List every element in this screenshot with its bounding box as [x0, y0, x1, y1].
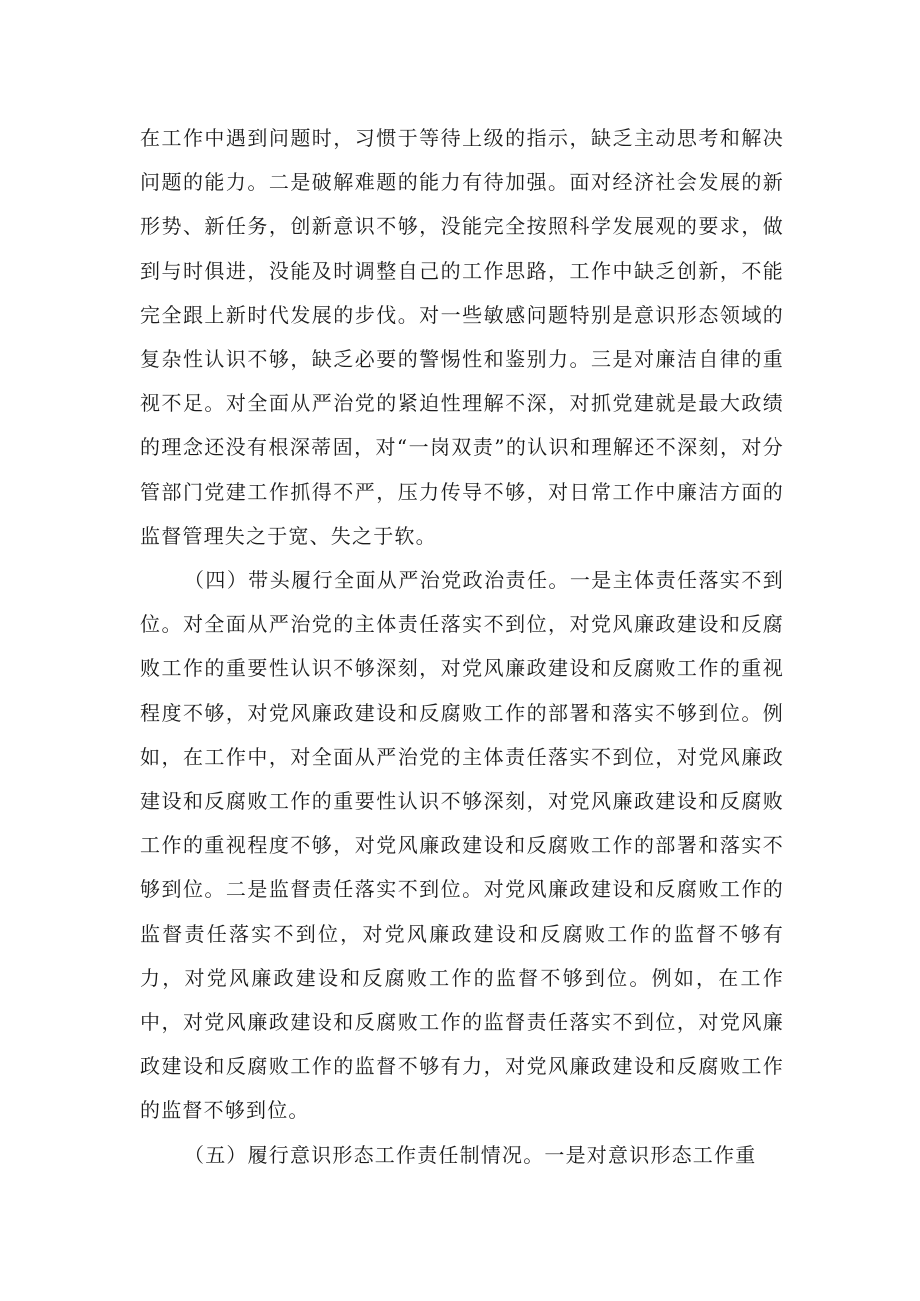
paragraph-section-four: （四）带头履行全面从严治党政治责任。一是主体责任落实不到位。对全面从严治党的主体责任落实不到位，对党风廉政建设和反腐败工作的重要性认识不够深刻，对党风廉政建设和反腐败工作的重视程度不够，对党风廉政建设和反腐败工作的部署和落实不够到位。例如，在工作中，对全面从严治党的主体责任落实不到位，对党风廉政建设和反腐败工作的重要性认识不够深刻，对党风廉政建设和反腐败工作的重视程度不够，对党风廉政建设和反腐败工作的部署和落实不够到位。二是监督责任落实不到位。对党风廉政建设和反腐败工作的监督责任落实不到位，对党风廉政建设和反腐败工作的监督不够有力，对党风廉政建设和反腐败工作的监督不够到位。例如，在工作中，对党风廉政建设和反腐败工作的监督责任落实不到位，对党风廉政建设和反腐败工作的监督不够有力，对党风廉政建设和反腐败工作的监督不够到位。: [140, 568, 784, 1123]
paragraph-section-five: （五）履行意识形态工作责任制情况。一是对意识形态工作重: [184, 1142, 757, 1167]
paragraph-continuation: 在工作中遇到问题时，习惯于等待上级的指示，缺乏主动思考和解决问题的能力。二是破解难题的能力有待加强。面对经济社会发展的新形势、新任务，创新意识不够，没能完全按照科学发展观的要求，做到与时俱进，没能及时调整自己的工作思路，工作中缺乏创新，不能完全跟上新时代发展的步伐。对一些敏感问题特别是意识形态领域的复杂性认识不够，缺乏必要的警惕性和鉴别力。三是对廉洁自律的重视不足。对全面从严治党的紧迫性理解不深，对抓党建就是最大政绩的理念还没有根深蒂固，对“一岗双责”的认识和理解还不深刻，对分管部门党建工作抓得不严，压力传导不够，对日常工作中廉洁方面的监督管理失之于宽、失之于软。: [140, 126, 784, 548]
document-body: [140, 116, 784, 1177]
